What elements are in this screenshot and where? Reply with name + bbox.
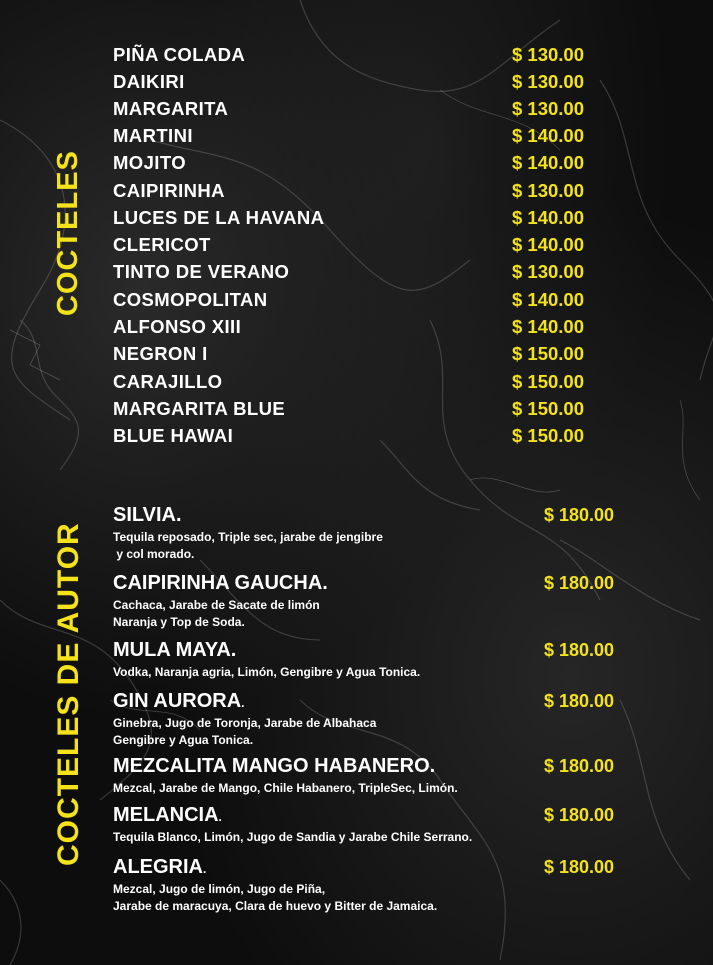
drink-price: $ 180.00 <box>544 756 615 776</box>
drink-price: $ 140.00 <box>512 234 585 255</box>
drink-description: Vodka, Naranja agria, Limón, Gengibre y Agua Tonica. <box>113 665 421 679</box>
drink-name: MELANCIA. <box>113 804 222 826</box>
drink-name: MARGARITA <box>113 98 229 119</box>
drink-price: $ 140.00 <box>512 316 585 337</box>
drink-name: LUCES DE LA HAVANA <box>113 207 325 228</box>
drink-name: MULA MAYA. <box>113 639 237 661</box>
drink-price: $ 140.00 <box>512 207 585 228</box>
menu-row <box>0 343 713 370</box>
menu-row <box>0 398 713 425</box>
drink-price: $ 150.00 <box>512 343 585 364</box>
drink-name: CARAJILLO <box>113 371 223 392</box>
drink-price: $ 180.00 <box>544 857 615 877</box>
drink-description: Tequila reposado, Triple sec, jarabe de jengibre y col morado. <box>113 530 383 561</box>
drink-price: $ 180.00 <box>544 805 615 825</box>
drink-name: BLUE HAWAI <box>113 425 234 446</box>
drink-name: MARTINI <box>113 125 193 146</box>
drink-name: NEGRON I <box>113 343 208 364</box>
drink-price: $ 180.00 <box>544 573 615 593</box>
drink-name: PIÑA COLADA <box>113 44 246 65</box>
drink-name: ALFONSO XIII <box>113 316 242 337</box>
drink-price: $ 150.00 <box>512 371 585 392</box>
menu-row <box>0 98 713 125</box>
section-title-cocteles: COCTELES <box>52 150 84 316</box>
drink-name: TINTO DE VERANO <box>113 261 290 282</box>
menu-row <box>0 234 713 261</box>
menu-row <box>0 371 713 398</box>
menu-row <box>0 289 713 316</box>
drink-price: $ 180.00 <box>544 691 615 711</box>
drink-name: CAIPIRINHA GAUCHA. <box>113 572 328 594</box>
drink-price: $ 150.00 <box>512 425 585 446</box>
menu-row <box>0 316 713 343</box>
menu-row <box>0 152 713 179</box>
drink-price: $ 140.00 <box>512 289 585 310</box>
drink-price: $ 180.00 <box>544 640 615 660</box>
menu-row <box>0 44 713 71</box>
menu-row <box>0 180 713 207</box>
drink-price: $ 180.00 <box>544 505 615 525</box>
drink-description: Tequila Blanco, Limón, Jugo de Sandia y Jarabe Chile Serrano. <box>113 830 473 844</box>
menu-row <box>0 71 713 98</box>
drink-price: $ 150.00 <box>512 398 585 419</box>
menu-row <box>0 125 713 152</box>
section-title-cocteles-de-autor: COCTELES DE AUTOR <box>52 522 85 866</box>
drink-name: COSMOPOLITAN <box>113 289 268 310</box>
drink-price: $ 140.00 <box>512 125 585 146</box>
drink-name: ALEGRIA. <box>113 856 207 878</box>
drink-description: Cachaca, Jarabe de Sacate de limón Naranja y Top de Soda. <box>113 598 320 629</box>
drink-name: CLERICOT <box>113 234 211 255</box>
drink-price: $ 130.00 <box>512 44 585 65</box>
drink-price: $ 140.00 <box>512 152 585 173</box>
drink-price: $ 130.00 <box>512 180 585 201</box>
drink-description: Mezcal, Jugo de limón, Jugo de Piña, Jarabe de maracuya, Clara de huevo y Bitter de Jamaica. <box>113 882 438 913</box>
drink-name: MOJITO <box>113 152 186 173</box>
drink-name: GIN AURORA. <box>113 690 245 712</box>
drink-name: MEZCALITA MANGO HABANERO. <box>113 755 436 777</box>
drink-name: CAIPIRINHA <box>113 180 225 201</box>
drink-name: DAIKIRI <box>113 71 185 92</box>
menu-row <box>0 207 713 234</box>
drink-name: MARGARITA BLUE <box>113 398 286 419</box>
drink-description: Ginebra, Jugo de Toronja, Jarabe de Albahaca Gengibre y Agua Tonica. <box>113 716 377 747</box>
drink-price: $ 130.00 <box>512 98 585 119</box>
drink-name: SILVIA. <box>113 504 182 526</box>
drink-price: $ 130.00 <box>512 71 585 92</box>
drink-price: $ 130.00 <box>512 261 585 282</box>
menu-row <box>0 425 713 452</box>
drink-description: Mezcal, Jarabe de Mango, Chile Habanero, TripleSec, Limón. <box>113 781 458 795</box>
menu-row <box>0 261 713 288</box>
